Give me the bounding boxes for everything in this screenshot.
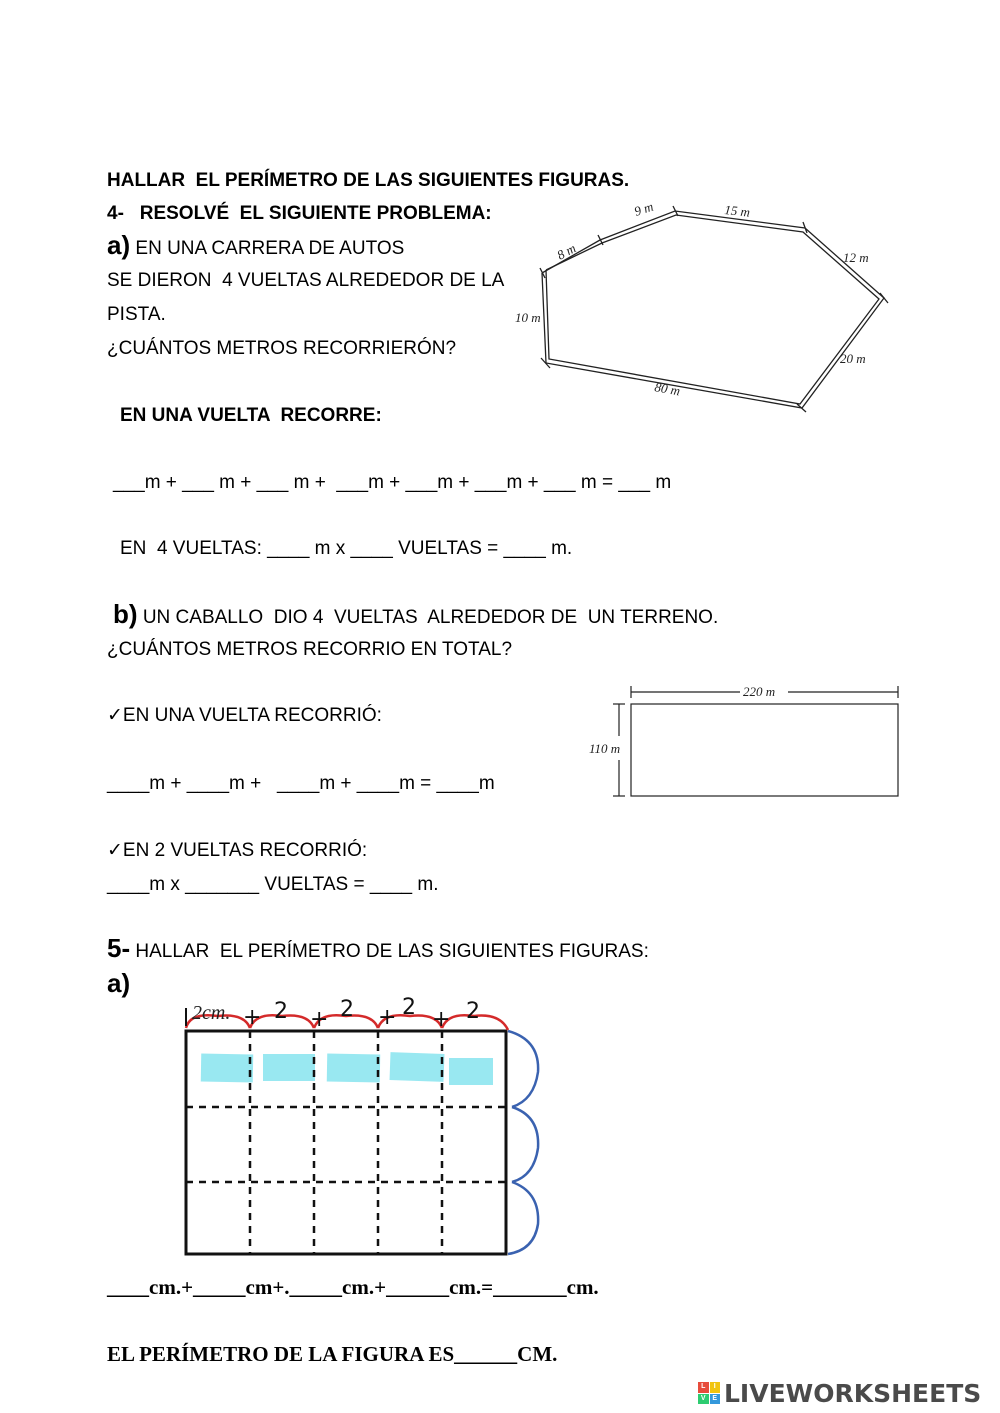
hand-plus-3: +	[378, 1005, 397, 1030]
part-b-line1-text: UN CABALLO DIO 4 VUELTAS ALREDEDOR DE UN TERRENO.	[137, 607, 719, 628]
hand-plus-2: +	[310, 1007, 329, 1032]
part-a-letter: a)	[107, 230, 131, 260]
part-a-line3: PISTA.	[107, 304, 166, 325]
label-220m: 220 m	[743, 684, 776, 699]
label-20m: 20 m	[840, 351, 866, 366]
part-b-check1: ✓EN UNA VUELTA RECORRIÓ:	[107, 705, 382, 726]
logo-text: LIVEWORKSHEETS	[724, 1378, 982, 1408]
label-8m: 8 m	[554, 240, 579, 263]
part-a-sum-line: ___m + ___ m + ___ m + ___m + ___m + ___m + ___ m = ___ m	[113, 472, 672, 493]
problem-4-heading: 4- RESOLVÉ EL SIGUIENTE PROBLEMA:	[107, 203, 492, 224]
logo-letter-3: V	[698, 1394, 709, 1405]
label-12m: 12 m	[843, 250, 869, 265]
label-10m: 10 m	[515, 310, 541, 325]
part-a-subtitle: EN UNA VUELTA RECORRE:	[120, 405, 382, 426]
hand-two-2: 2	[340, 997, 354, 1022]
hand-two-1: 2	[274, 999, 288, 1024]
hand-plus-1: +	[243, 1005, 262, 1030]
label-9m: 9 m	[632, 198, 656, 219]
logo-letter-2: I	[710, 1382, 721, 1393]
part-a-line1-text: EN UNA CARRERA DE AUTOS	[130, 238, 405, 259]
problem-5-number: 5-	[107, 933, 131, 963]
label-80m: 80 m	[653, 379, 682, 399]
part-a-question: ¿CUÁNTOS METROS RECORRIERÓN?	[107, 338, 457, 359]
problem-5-result-line: EL PERÍMETRO DE LA FIGURA ES______CM.	[107, 1342, 558, 1366]
part-b-letter: b)	[113, 599, 138, 629]
part-b-laps-line: ____m x _______ VUELTAS = ____ m.	[107, 874, 439, 895]
logo-mark-icon	[698, 1382, 720, 1404]
page-title: HALLAR EL PERÍMETRO DE LAS SIGUIENTES FIGURAS.	[107, 170, 630, 191]
problem-5-letter: a)	[107, 968, 131, 998]
part-a-line2: SE DIERON 4 VUELTAS ALREDEDOR DE LA	[107, 270, 505, 291]
label-110m: 110 m	[589, 741, 621, 756]
handwriting	[243, 995, 480, 1032]
hand-two-4: 2	[466, 999, 480, 1024]
label-15m: 15 m	[723, 202, 751, 220]
problem-5-sum-line: ____cm.+_____cm+._____cm.+______cm.=_______cm.	[107, 1275, 599, 1299]
problem-5-title: HALLAR EL PERÍMETRO DE LAS SIGUIENTES FIGURAS:	[130, 941, 649, 962]
part-b-question: ¿CUÁNTOS METROS RECORRIO EN TOTAL?	[107, 639, 513, 660]
highlight-marks	[201, 1052, 493, 1085]
hand-plus-4: +	[432, 1007, 451, 1032]
liveworksheets-logo	[698, 1378, 981, 1408]
blue-braces	[508, 1031, 538, 1254]
logo-letter-1: L	[698, 1382, 709, 1393]
grid-label-2cm: 2cm.	[192, 1002, 231, 1024]
hand-two-3: 2	[402, 995, 416, 1020]
logo-letter-4: E	[710, 1394, 721, 1405]
part-b-sum-line: ____m + ____m + ____m + ____m = ____m	[107, 773, 495, 794]
part-a-laps-line: EN 4 VUELTAS: ____ m x ____ VUELTAS = ____ m.	[120, 538, 573, 559]
part-b-check2: ✓EN 2 VUELTAS RECORRIÓ:	[107, 840, 368, 861]
